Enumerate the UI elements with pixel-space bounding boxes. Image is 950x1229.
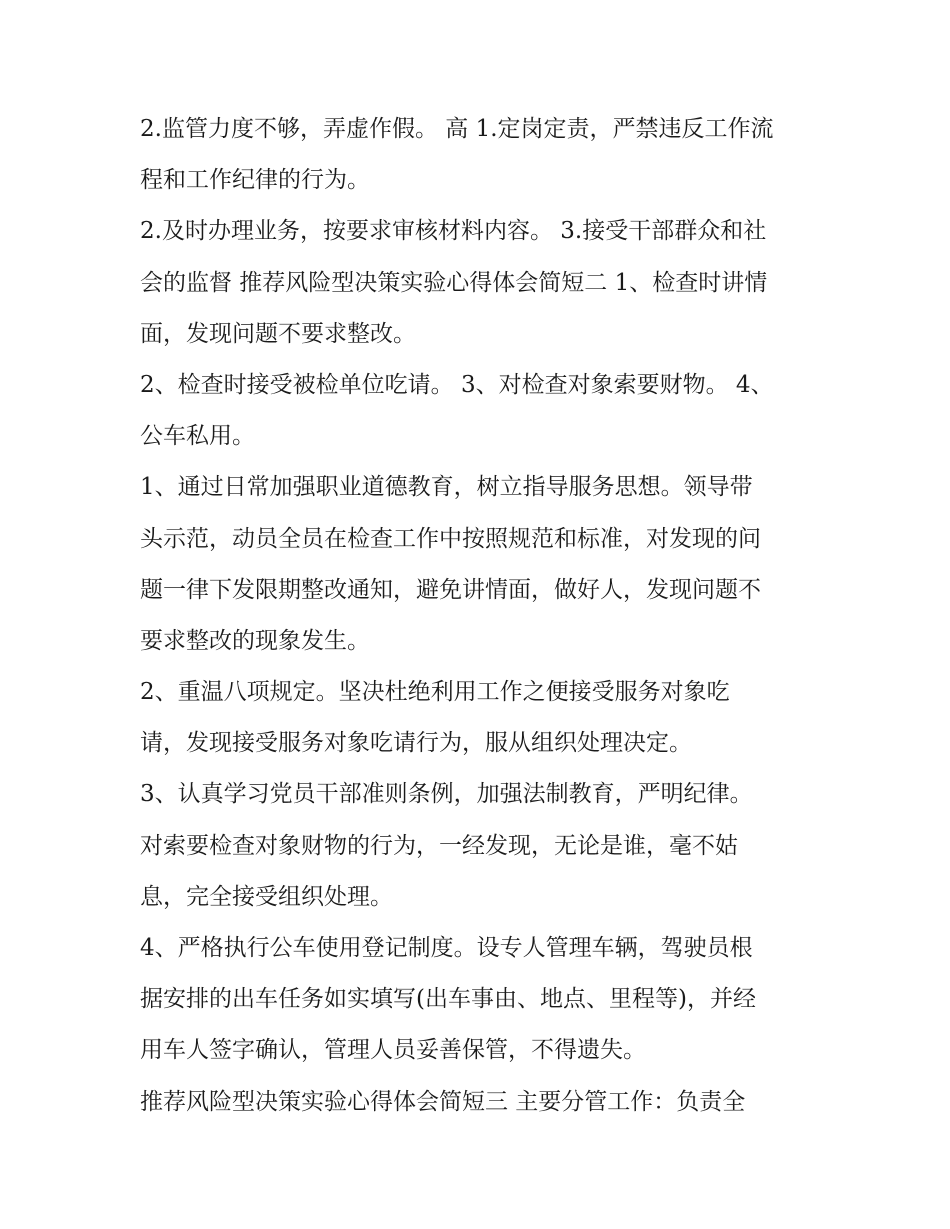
text-line: 推荐风险型决策实验心得体会简短三 主要分管工作：负责全 [140, 1088, 746, 1115]
text-line: 2、检查时接受被检单位吃请。 3、对检查对象索要财物。 4、 [140, 371, 774, 398]
text-line: 3、认真学习党员干部准则条例，加强法制教育，严明纪律。 [140, 781, 753, 808]
text-line: 息，完全接受组织处理。 [140, 883, 393, 910]
text-line: 用车人签字确认，管理人员妥善保管，不得遗失。 [140, 1037, 646, 1064]
text-line: 会的监督 推荐风险型决策实验心得体会简短二 1、检查时讲情 [140, 269, 768, 296]
text-line: 对索要检查对象财物的行为，一经发现，无论是谁，毫不姑 [140, 832, 738, 859]
text-line: 面，发现问题不要求整改。 [140, 320, 416, 347]
text-line: 公车私用。 [140, 423, 255, 450]
text-line: 请，发现接受服务对象吃请行为，服从组织处理决定。 [140, 730, 692, 757]
text-line: 2.监管力度不够，弄虚作假。 高 1.定岗定责，严禁违反工作流 [140, 116, 774, 142]
text-line: 据安排的出车任务如实填写(出车事由、地点、里程等)，并经 [140, 986, 756, 1013]
text-line: 4、严格执行公车使用登记制度。设专人管理车辆，驾驶员根 [140, 935, 753, 961]
text-line: 2.及时办理业务，按要求审核材料内容。 3.接受干部群众和社 [140, 218, 767, 245]
document-body [140, 104, 820, 1128]
text-line: 1、通过日常加强职业道德教育，树立指导服务思想。领导带 [140, 474, 753, 501]
text-line: 头示范，动员全员在检查工作中按照规范和标准，对发现的问 [140, 525, 761, 552]
text-line: 2、重温八项规定。坚决杜绝利用工作之便接受服务对象吃 [140, 679, 730, 706]
text-line: 题一律下发限期整改通知，避免讲情面，做好人，发现问题不 [140, 576, 761, 603]
text-line: 要求整改的现象发生。 [140, 627, 370, 654]
text-line: 程和工作纪律的行为。 [140, 167, 370, 194]
